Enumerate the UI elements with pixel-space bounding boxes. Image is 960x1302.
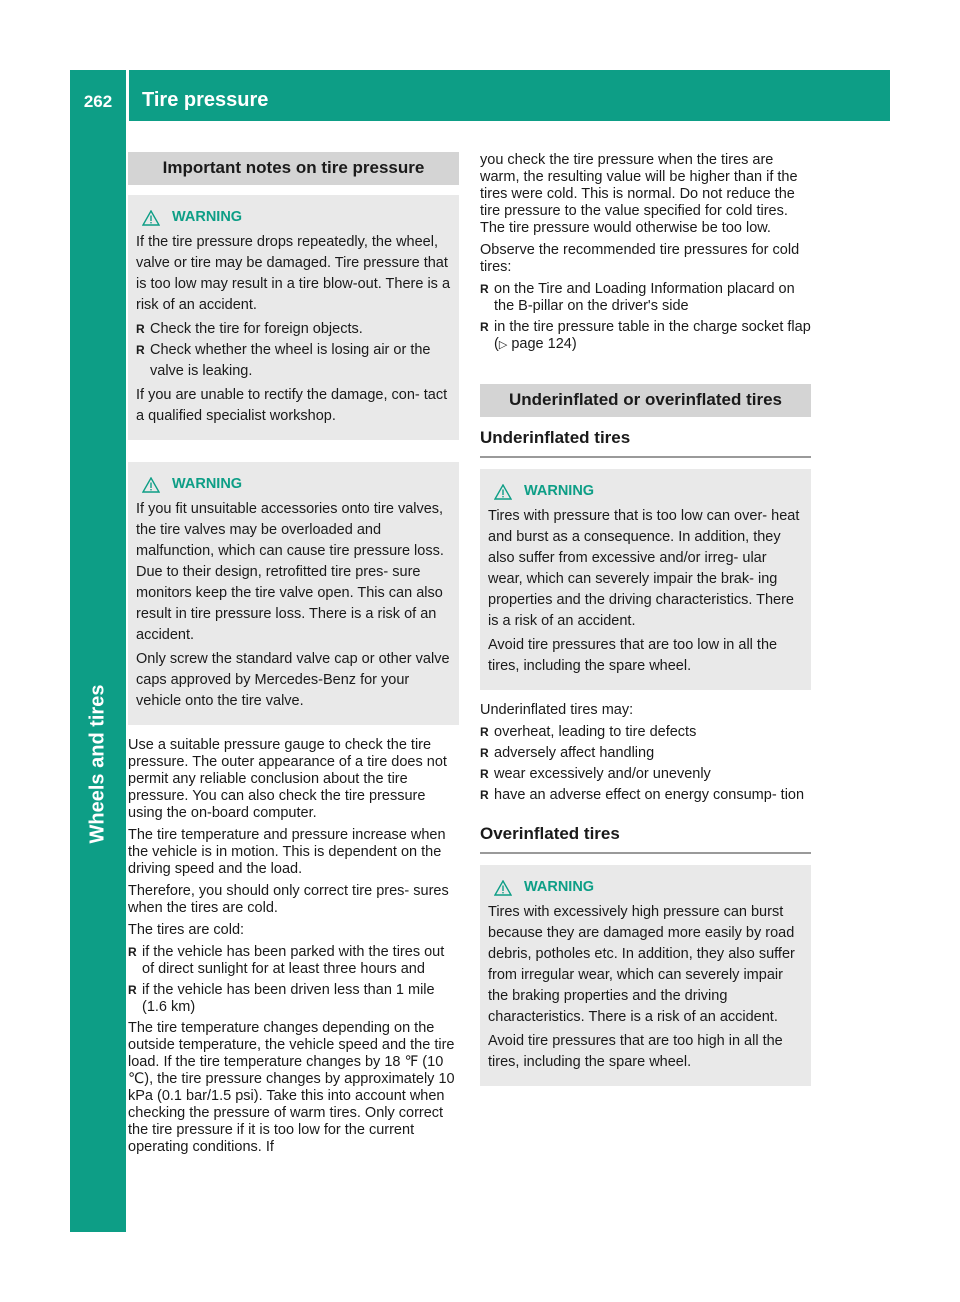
- left-column: [128, 152, 459, 1161]
- body-text: [480, 152, 811, 354]
- page-number: 262: [83, 92, 113, 111]
- list-item: R have an adverse effect on energy consump- tion: [480, 787, 805, 803]
- bullet-icon: R: [480, 788, 489, 802]
- list-item: R Check whether the wheel is losing air or the valve is leaking.: [136, 342, 431, 379]
- list-item: R if the vehicle has been driven less than 1 mile (1.6 km): [128, 982, 435, 1015]
- bullet-icon: R: [480, 320, 489, 334]
- recommended-pressure-list: [480, 281, 811, 354]
- page-title: Tire pressure: [142, 89, 269, 111]
- bullet-icon: R: [480, 746, 489, 760]
- warning-bullets: [136, 319, 451, 382]
- warning-text: If you fit unsuitable accessories onto tire valves, the tire valves may be overloaded and malfunction, which can cause tire pressure loss. Due to their design, retrofitted tire pres- sure monitors keep the tire valve open. This can also result in tire pressure loss. There is a risk of an accident.: [136, 501, 444, 643]
- body-text: [480, 702, 811, 804]
- bullet-icon: R: [480, 767, 489, 781]
- body-text: [128, 737, 459, 1156]
- bullet-icon: R: [128, 983, 137, 997]
- warning-triangle-icon: [142, 477, 160, 493]
- warning-text: Avoid tire pressures that are too low in all the tires, including the spare wheel.: [488, 637, 778, 674]
- warning-text: Only screw the standard valve cap or other valve caps approved by Mercedes-Benz for your vehicle onto the tire valve.: [136, 651, 450, 709]
- paragraph: Observe the recommended tire pressures for cold tires:: [480, 242, 800, 275]
- warning-triangle-icon: [142, 210, 160, 226]
- sub-heading-overinflated: Overinflated tires: [480, 824, 811, 854]
- bullet-icon: R: [480, 282, 489, 296]
- paragraph: The tire temperature and pressure increase when the vehicle is in motion. This is dependent on the driving speed and the load.: [128, 827, 446, 877]
- side-tab: [70, 121, 126, 1232]
- bullet-icon: R: [128, 945, 137, 959]
- right-column: [480, 152, 811, 1086]
- warning-header: [488, 877, 803, 898]
- warning-title: WARNING: [172, 209, 243, 225]
- warning-box-damage: [128, 195, 459, 440]
- section-heading-under-overinflated: Underinflated or overinflated tires: [480, 384, 811, 417]
- header-divider: [126, 70, 129, 121]
- warning-text: If you are unable to rectify the damage, con- tact a qualified specialist workshop.: [136, 387, 448, 424]
- paragraph: you check the tire pressure when the tires are warm, the resulting value will be higher than if the tires were cold. This is normal. Do not reduce the tire pressure to the value specified for cold tires. The tire pressure would otherwise be too low.: [480, 152, 798, 236]
- underinflated-effects-list: [480, 724, 811, 804]
- warning-title: WARNING: [524, 483, 595, 499]
- bullet-icon: R: [480, 725, 489, 739]
- list-item: R wear excessively and/or unevenly: [480, 766, 711, 782]
- warning-text: If the tire pressure drops repeatedly, the wheel, valve or tire may be damaged. Tire pressure that is too low may result in a tire blow-out. There is a risk of an accident.: [136, 234, 451, 313]
- warning-box-accessories: [128, 462, 459, 725]
- paragraph: Use a suitable pressure gauge to check the tire pressure. The outer appearance of a tire does not permit any reliable conclusion about the tire pressure. You can also check the tire pressure using the on-board computer.: [128, 737, 447, 821]
- warning-title: WARNING: [524, 879, 595, 895]
- sub-heading-underinflated: Underinflated tires: [480, 428, 811, 458]
- warning-text: Tires with excessively high pressure can burst because they are damaged more easily by road debris, potholes etc. In addition, they also suffer from irregular wear, which can severely impair the braking properties and the driving characteristics. There is a risk of an accident.: [488, 904, 795, 1025]
- paragraph: Therefore, you should only correct tire pres- sures when the tires are cold.: [128, 883, 449, 916]
- list-item: R in the tire pressure table in the charge socket flap (▷ page 124): [480, 319, 811, 352]
- warning-text: Tires with pressure that is too low can over- heat and burst as a consequence. In addition, they also suffer from excessive and/or irreg- ular wear, which can severely impair the brak- ing properties and the driving characteristics. There is a risk of an accident.: [488, 508, 800, 629]
- bullet-icon: R: [136, 322, 145, 336]
- warning-header: [136, 207, 451, 228]
- paragraph: Underinflated tires may:: [480, 702, 634, 718]
- list-item: R Check the tire for foreign objects.: [136, 319, 451, 340]
- paragraph: The tires are cold:: [128, 922, 245, 938]
- warning-box-underinflated: [480, 469, 811, 690]
- list-item: R adversely affect handling: [480, 745, 655, 761]
- warning-header: [136, 474, 451, 495]
- side-tab-label: Wheels and tires: [86, 684, 109, 844]
- page-reference-arrow-icon: ▷: [498, 339, 508, 351]
- warning-title: WARNING: [172, 476, 243, 492]
- page-reference-link[interactable]: page 124): [507, 336, 577, 352]
- paragraph: The tire temperature changes depending on the outside temperature, the vehicle speed and the tire load. If the tire temperature changes by 18 ℉ (10 ℃), the tire pressure changes by approximately 10 kPa (0.1 bar/1.5 psi). Take this into account when checking the pressure of warm tires. Only correct the tire pressure if it is too low for the current operating conditions. If: [128, 1020, 455, 1155]
- warning-box-overinflated: [480, 865, 811, 1086]
- warning-triangle-icon: [494, 484, 512, 500]
- warning-text: Avoid tire pressures that are too high in all the tires, including the spare wheel.: [488, 1033, 783, 1070]
- warning-triangle-icon: [494, 880, 512, 896]
- list-item: R overheat, leading to tire defects: [480, 724, 697, 740]
- warning-header: [488, 481, 803, 502]
- cold-tires-list: [128, 944, 459, 1016]
- section-heading-important-notes: Important notes on tire pressure: [128, 152, 459, 185]
- bullet-icon: R: [136, 343, 145, 357]
- list-item: R on the Tire and Loading Information placard on the B-pillar on the driver's side: [480, 281, 795, 314]
- list-item: R if the vehicle has been parked with the tires out of direct sunlight for at least three hours and: [128, 944, 445, 977]
